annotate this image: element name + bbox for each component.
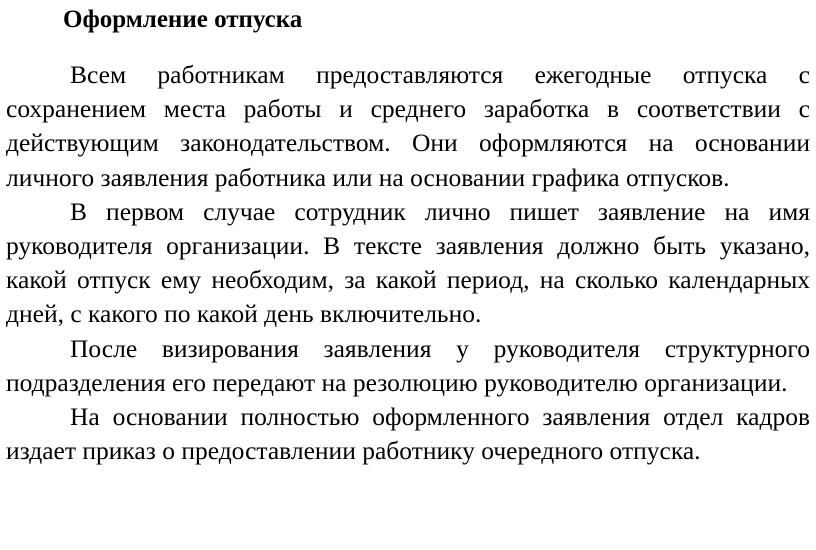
paragraph-annual-leave: Всем работникам предоставляются ежегодные отпуска с сохранением места работы и среднего заработка в соответствии с действующим законодательством. Они оформляются на основании личного заявления работника или на основании графика отпусков. [6,60,810,192]
document-title: Оформление отпуска [63,6,303,33]
paragraph-order: На основании полностью оформленного заявления отдел кадров издает приказ о предоставлении работнику очередного отпуска. [6,402,810,466]
title-spacer [6,38,810,58]
paragraph-approval: После визирования заявления у руководителя структурного подразделения его передают на резолюцию руководителю организации. [6,333,810,397]
paragraph-application: В первом случае сотрудник лично пишет заявление на имя руководителя организации. В тексте заявления должно быть указано, какой отпуск ему необходим, за какой период, на сколько календарных дней, с какого по какой день включительно. [6,196,810,329]
